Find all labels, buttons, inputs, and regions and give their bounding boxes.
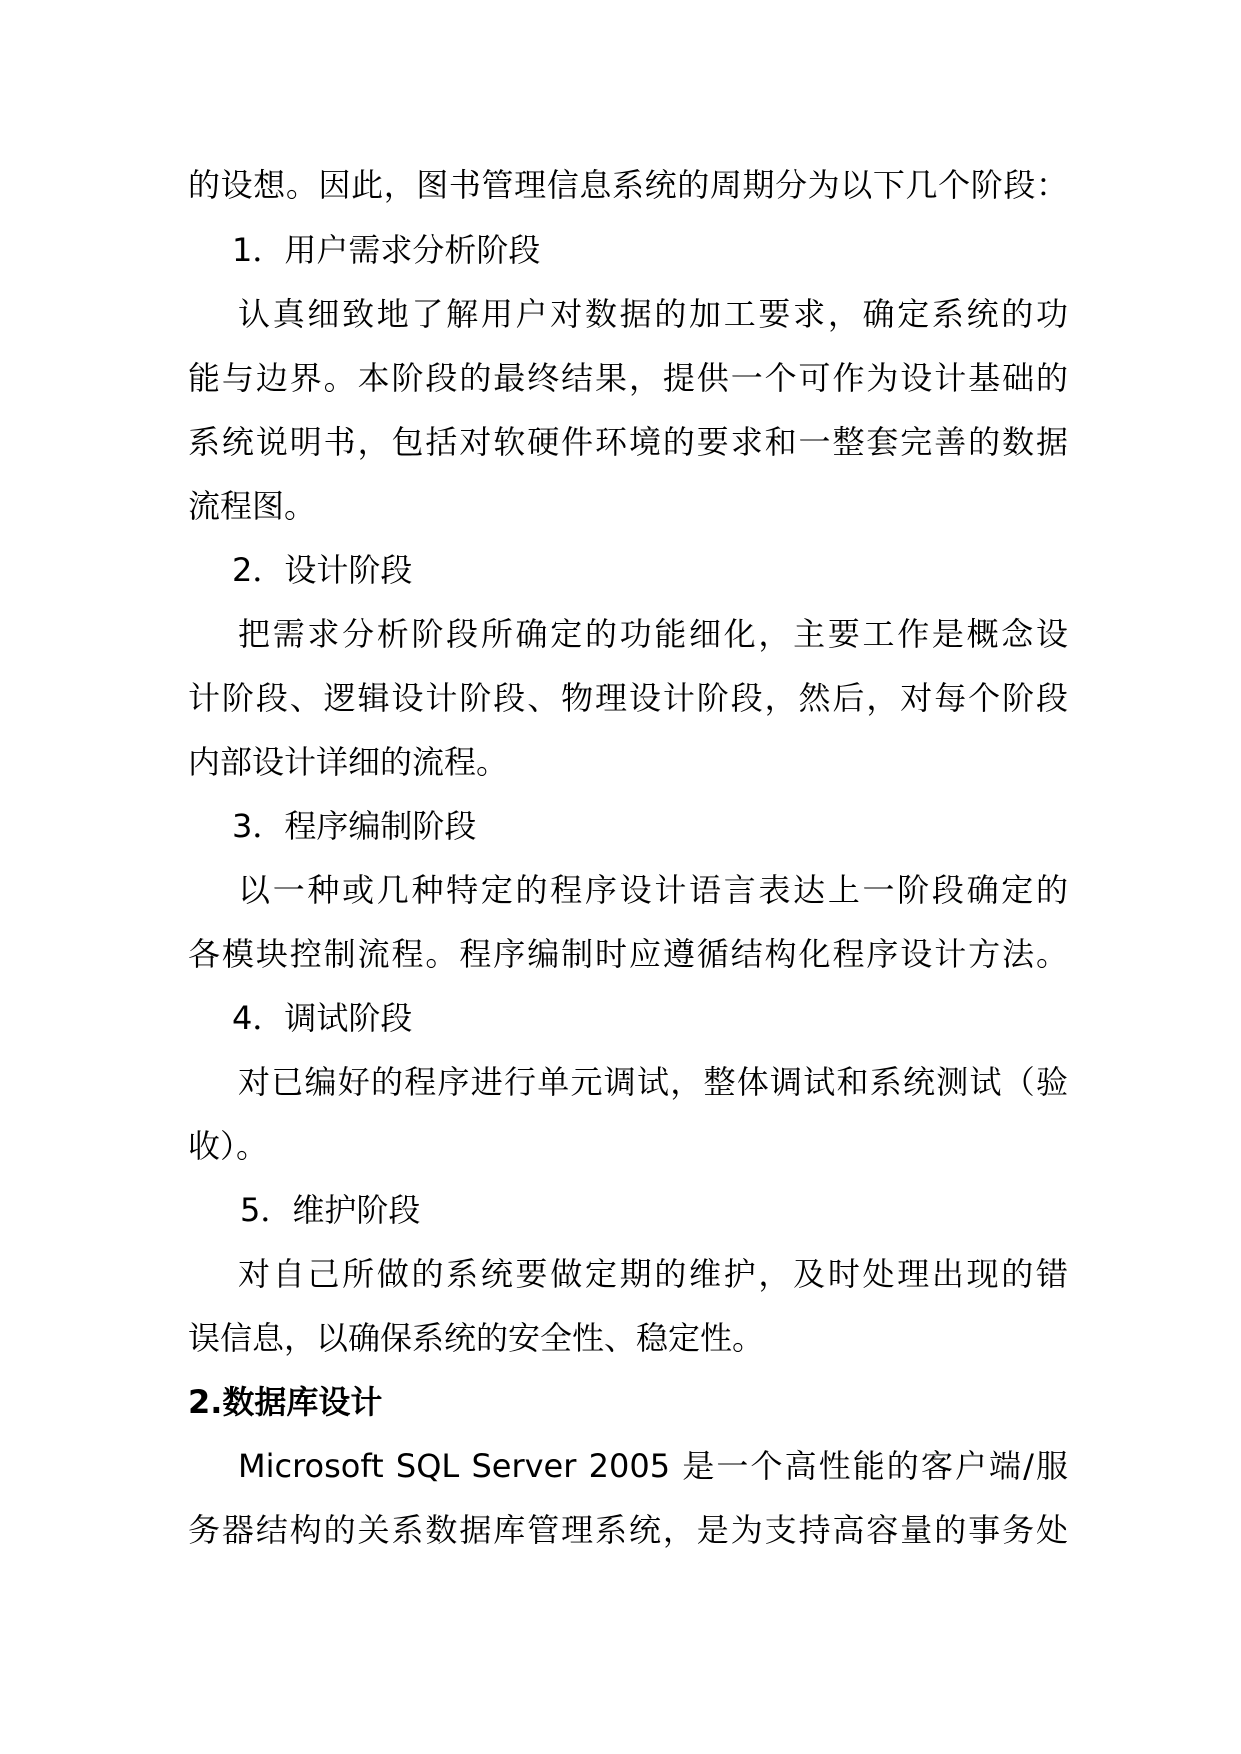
text-line-8: 把需求分析阶段所确定的功能细化，主要工作是概念设 [238, 615, 1068, 653]
text-line-10: 内部设计详细的流程。 [188, 743, 509, 781]
text-line-18: 对自己所做的系统要做定期的维护，及时处理出现的错 [238, 1255, 1068, 1293]
section-heading-debugging: 4．调试阶段 [232, 999, 413, 1037]
text-line-19: 误信息，以确保系统的安全性、稳定性。 [188, 1319, 765, 1357]
section-heading-maintenance: 5．维护阶段 [240, 1191, 421, 1229]
section-heading-programming: 3．程序编制阶段 [232, 807, 477, 845]
text-line-15: 对已编好的程序进行单元调试，整体调试和系统测试（验 [238, 1063, 1068, 1101]
text-line-22: 务器结构的关系数据库管理系统，是为支持高容量的事务处 [188, 1511, 1068, 1549]
text-line-12: 以一种或几种特定的程序设计语言表达上一阶段确定的 [238, 871, 1068, 909]
text-line-6: 流程图。 [188, 487, 317, 525]
section-heading-database-design: 2.数据库设计 [188, 1383, 383, 1421]
text-line-21: Microsoft SQL Server 2005 是一个高性能的客户端/服 [238, 1447, 1068, 1485]
text-line-5: 系统说明书，包括对软硬件环境的要求和一整套完善的数据 [188, 423, 1068, 461]
text-line-16: 收）。 [188, 1127, 269, 1165]
text-line-3: 认真细致地了解用户对数据的加工要求，确定系统的功 [238, 295, 1068, 333]
text-line-9: 计阶段、逻辑设计阶段、物理设计阶段，然后，对每个阶段 [188, 679, 1068, 717]
section-heading-design: 2．设计阶段 [232, 551, 413, 589]
text-line-1: 的设想。因此，图书管理信息系统的周期分为以下几个阶段： [188, 166, 1068, 204]
text-line-13: 各模块控制流程。程序编制时应遵循结构化程序设计方法。 [188, 935, 1068, 973]
section-heading-user-requirements: 1．用户需求分析阶段 [232, 231, 541, 269]
text-line-4: 能与边界。本阶段的最终结果，提供一个可作为设计基础的 [188, 359, 1068, 397]
